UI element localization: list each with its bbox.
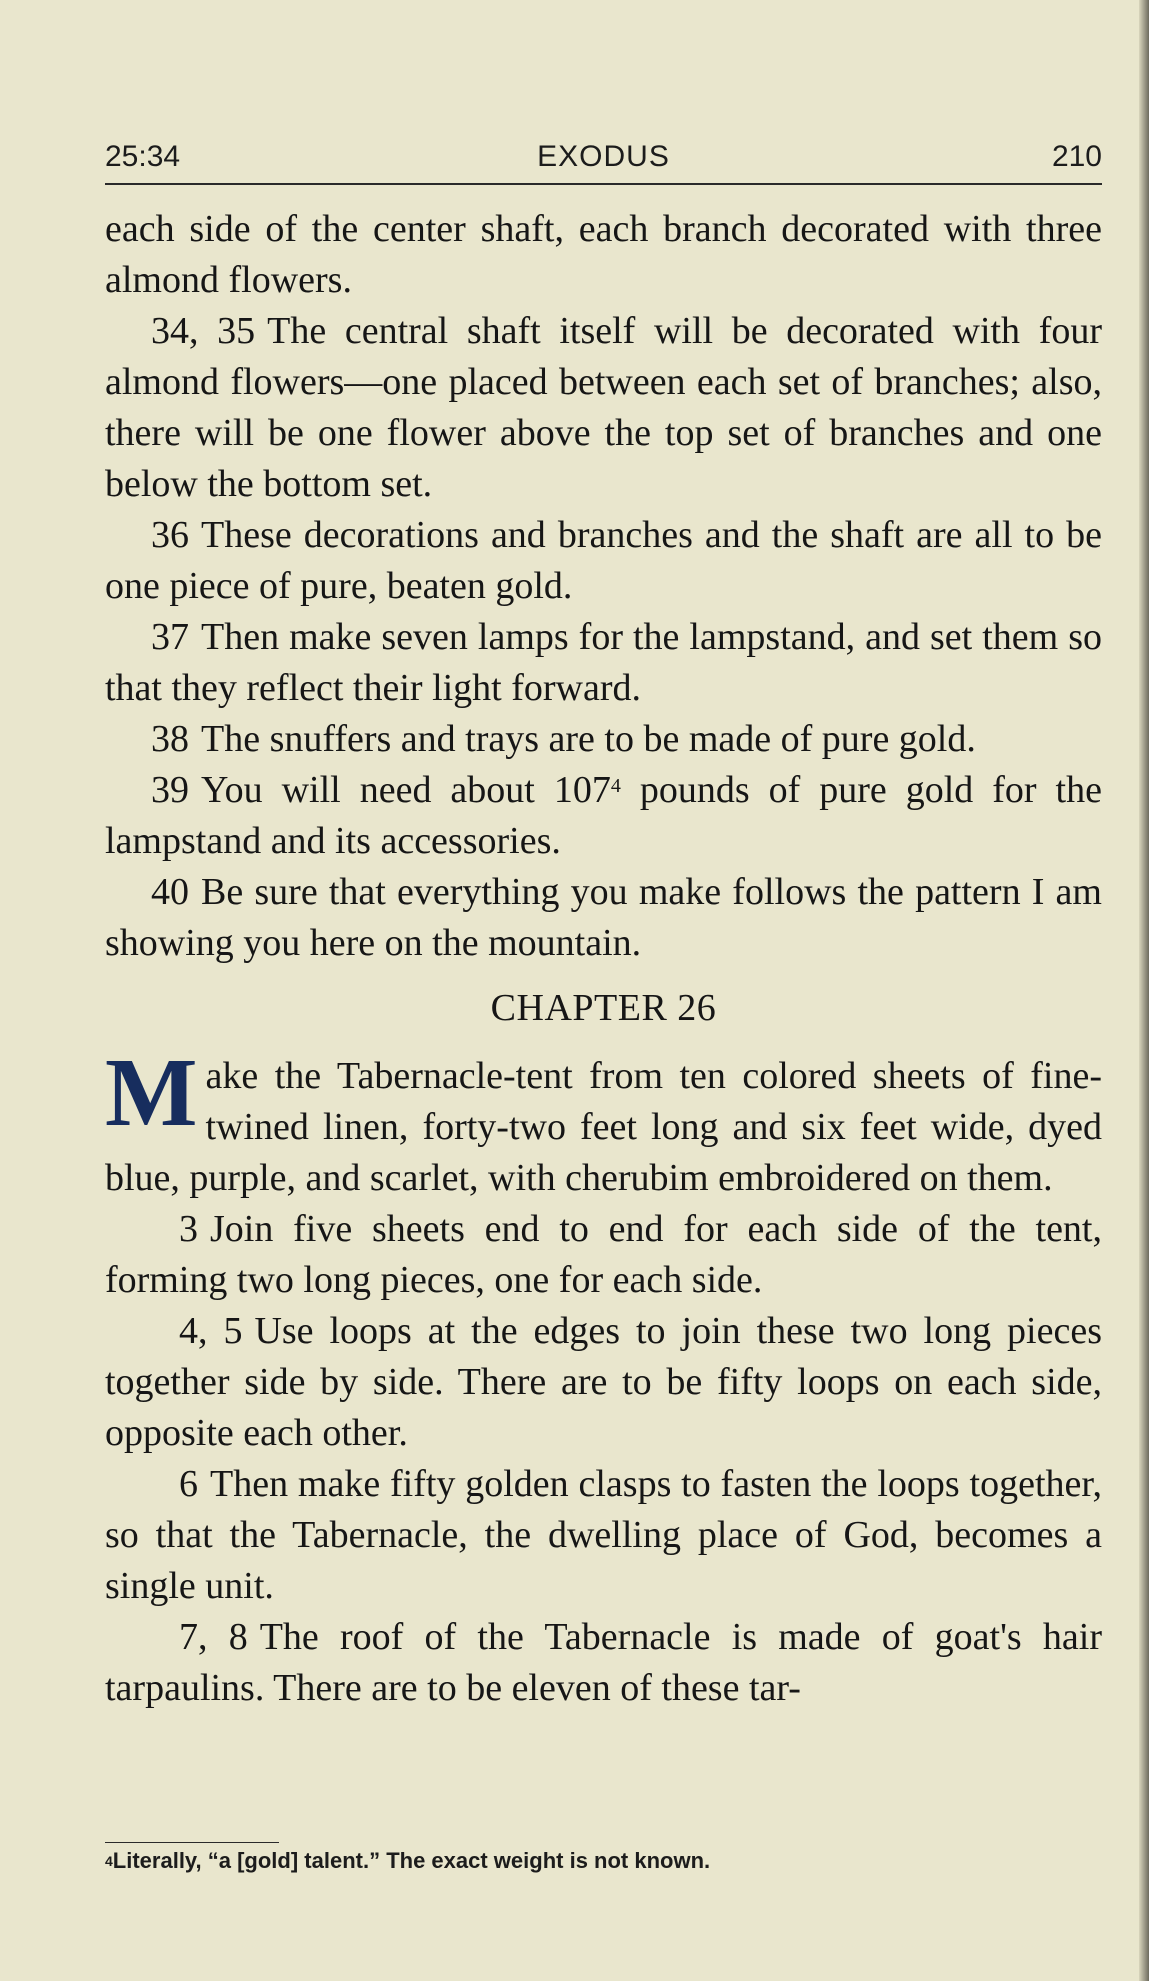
verse-40: 40 Be sure that everything you make follows the pattern I am showing you here on the mountain. bbox=[105, 871, 1102, 964]
verse-continuation: each side of the center shaft, each branch decorated with three almond flowers. bbox=[105, 208, 1102, 301]
verse-7-8: 7, 8 The roof of the Tabernacle is made of goat's hair tarpaulins. There are to be eleven of these tar- bbox=[105, 1616, 1102, 1709]
verse-6: 6 Then make fifty golden clasps to fasten the loops together, so that the Tabernacle, the dwelling place of God, becomes a single unit. bbox=[105, 1463, 1102, 1607]
verse-number: 37 bbox=[151, 616, 189, 658]
footnote-marker: 4 bbox=[610, 775, 621, 797]
verse-38: 38 The snuffers and trays are to be made of pure gold. bbox=[151, 718, 976, 760]
verse-34-35: 34, 35 The central shaft itself will be decorated with four almond flowers—one placed between each set of branches; also, there will be one flower above the top set of branches and one below the bottom set. bbox=[105, 310, 1103, 505]
verse-number: 3 bbox=[179, 1208, 198, 1250]
footnote-rule bbox=[105, 1842, 279, 1843]
footnote-number: 4 bbox=[105, 1853, 113, 1869]
verse-number: 38 bbox=[151, 718, 189, 760]
footnote-text: Literally, “a [gold] talent.” The exact weight is not known. bbox=[112, 1848, 711, 1873]
chapter-heading: CHAPTER 26 bbox=[490, 987, 717, 1029]
running-header bbox=[105, 140, 1102, 188]
drop-cap: M bbox=[105, 1039, 198, 1147]
verse-number: 4, 5 bbox=[179, 1310, 243, 1352]
footnote bbox=[105, 1846, 1102, 1876]
verse-36: 36 These decorations and branches and the shaft are all to be one piece of pure, beaten gold. bbox=[105, 514, 1102, 607]
verse-4-5: 4, 5 Use loops at the edges to join these two long pieces together side by side. There are to be fifty loops on each side, opposite each other. bbox=[105, 1310, 1102, 1454]
verse-39: 39 You will need about 107$^4$ pounds of pure gold for the lampstand and its accessories. bbox=[105, 769, 1102, 862]
header-rule bbox=[105, 183, 1102, 185]
verse-3: 3 Join five sheets end to end for each side of the tent, forming two long pieces, one for each side. bbox=[105, 1208, 1102, 1301]
verse-number: 39 bbox=[151, 769, 189, 811]
verse-number: 6 bbox=[179, 1463, 198, 1505]
book-title: EXODUS bbox=[537, 140, 670, 173]
chapter-opening-paragraph: Make the Tabernacle-tent from ten colored sheets of fine-twined linen, forty-two feet long and six feet wide, dyed blue, purple, and scarlet, with cherubim embroidered on them. bbox=[105, 1039, 1102, 1199]
page-number: 210 bbox=[1051, 140, 1102, 173]
chapter-verse-reference: 25:34 bbox=[105, 140, 181, 173]
page-edge-shadow bbox=[1139, 0, 1149, 1981]
body-text bbox=[105, 204, 1102, 1714]
verse-number: 7, 8 bbox=[179, 1616, 248, 1658]
verse-37: 37 Then make seven lamps for the lampstand, and set them so that they reflect their light forward. bbox=[105, 616, 1102, 709]
verse-number: 40 bbox=[151, 871, 189, 913]
verse-number: 36 bbox=[151, 514, 189, 556]
verse-number: 34, 35 bbox=[151, 310, 256, 352]
